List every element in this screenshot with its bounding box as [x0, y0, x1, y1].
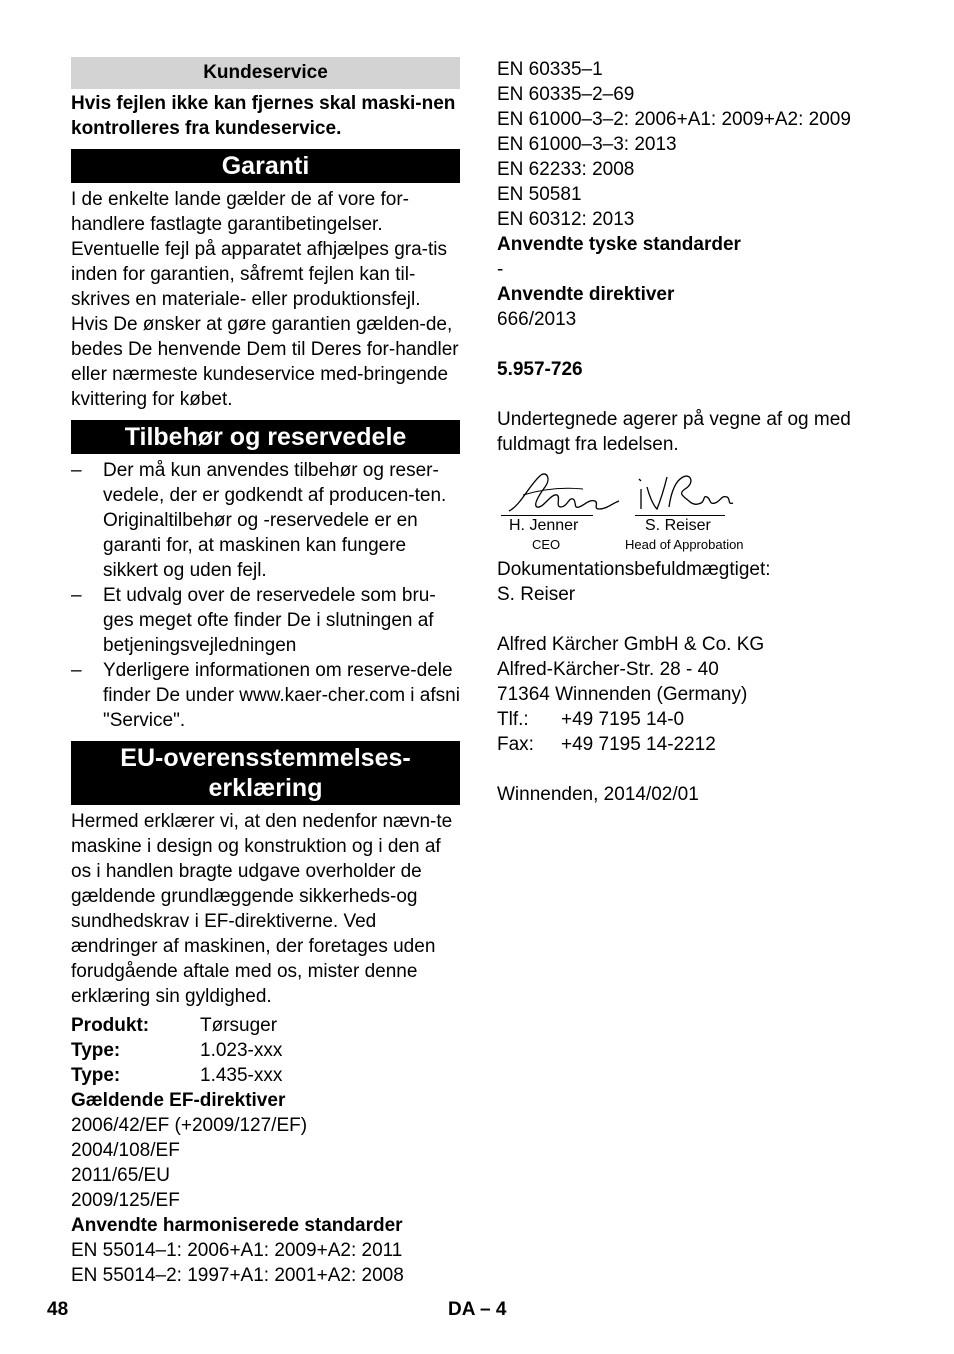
part-number: 5.957-726: [497, 359, 583, 380]
harmonised-title: Anvendte harmoniserede standarder: [71, 1215, 403, 1236]
tilbehor-heading: Tilbehør og reservedele: [71, 420, 460, 454]
standard-item: EN 55014–2: 1997+A1: 2001+A2: 2008: [71, 1265, 404, 1286]
signatory-name: S. Reiser: [645, 517, 711, 534]
signatory-role: Head of Approbation: [625, 537, 744, 552]
applied-directives-title: Anvendte direktiver: [497, 284, 675, 305]
standard-item: EN 61000–3–2: 2006+A1: 2009+A2: 2009: [497, 109, 851, 130]
eu-declaration-text: Hermed erklærer vi, at den nedenfor nævn-te maskine i design og konstruktion og i den af os i handlen bragte udgave overholder de gældende grundlæggende sikkerheds-og sundhedskrav i EF-direktiverne. Ved ændringer af maskinen, der foretages uden forudgående aftale med os, mister denne erklæring sin gyldighed.: [71, 811, 453, 1007]
company-line: Alfred Kärcher GmbH & Co. KG: [497, 634, 765, 655]
signatory-role: CEO: [532, 537, 561, 552]
field-product: Produkt: Tørsuger: [71, 1015, 278, 1036]
german-standards-title: Anvendte tyske standarder: [497, 234, 741, 255]
page-number: 48: [47, 1299, 69, 1320]
directive-item: 2009/125/EF: [71, 1190, 180, 1211]
standard-item: EN 60335–1: [497, 59, 603, 80]
company-line: 71364 Winnenden (Germany): [497, 684, 748, 705]
standard-item: EN 60312: 2013: [497, 209, 635, 230]
list-item: – Et udvalg over de reservedele som bru-ges meget ofte finder De i slutningen af betjeningsvejledningen: [71, 585, 436, 656]
signature-reiser: [635, 465, 735, 517]
standard-item: EN 50581: [497, 184, 582, 205]
undersigned-text: Undertegnede agerer på vegne af og med fuldmagt fra ledelsen.: [497, 409, 851, 455]
directive-item: 2011/65/EU: [71, 1165, 170, 1186]
left-column: [71, 57, 460, 1288]
field-type: Type: 1.023-xxx: [71, 1040, 283, 1061]
company-line: Alfred-Kärcher-Str. 28 - 40: [497, 659, 719, 680]
applied-directives-value: 666/2013: [497, 309, 577, 330]
signatures: [497, 457, 897, 557]
garanti-text: I de enkelte lande gælder de af vore for-handlere fastlagte garantibetingelser. Eventuelle fejl på apparatet afhjælpes gra-tis inden for garantien, såfremt fejlen kan til-skrives en materiale- eller produktionsfejl. Hvis De ønsker at gøre garantien gælden-de, bedes De henvende Dem til Deres for-handler eller nærmeste kundeservice med-bringende kvittering for købet.: [71, 189, 459, 410]
directive-item: 2006/42/EF (+2009/127/EF): [71, 1115, 308, 1136]
standard-item: EN 55014–1: 2006+A1: 2009+A2: 2011: [71, 1240, 403, 1261]
directive-item: 2004/108/EF: [71, 1140, 180, 1161]
standard-item: EN 61000–3–3: 2013: [497, 134, 677, 155]
right-column: [497, 57, 897, 807]
field-type: Type: 1.435-xxx: [71, 1065, 283, 1086]
tilbehor-list: [71, 458, 460, 733]
list-item: – Yderligere informationen om reserve-dele finder De under www.kaer-cher.com i afsni "Service".: [71, 660, 460, 731]
signatory-name: H. Jenner: [509, 517, 579, 534]
standard-item: EN 60335–2–69: [497, 84, 635, 105]
kundeservice-heading: Kundeservice: [71, 57, 460, 89]
german-standards-value: -: [497, 259, 504, 280]
contact-fax: Fax: +49 7195 14-2212: [497, 734, 716, 755]
directives-title: Gældende EF-direktiver: [71, 1090, 286, 1111]
garanti-heading: Garanti: [71, 149, 460, 183]
section-label: DA – 4: [448, 1299, 507, 1320]
list-item: – Der må kun anvendes tilbehør og reser-vedele, der er godkendt af producen-ten. Originaltilbehør og -reservedele er en garanti for, at maskinen kan fungere sikkert og uden fejl.: [71, 460, 447, 581]
doc-name: S. Reiser: [497, 584, 576, 605]
standard-item: EN 62233: 2008: [497, 159, 635, 180]
doc-label: Dokumentationsbefuldmægtiget:: [497, 559, 771, 580]
kundeservice-text: Hvis fejlen ikke kan fjernes skal maski-nen kontrolleres fra kundeservice.: [71, 93, 456, 139]
contact-phone: Tlf.: +49 7195 14-0: [497, 709, 685, 730]
place-date: Winnenden, 2014/02/01: [497, 784, 699, 805]
eu-heading: EU-overensstemmelses- erklæring: [71, 741, 460, 805]
